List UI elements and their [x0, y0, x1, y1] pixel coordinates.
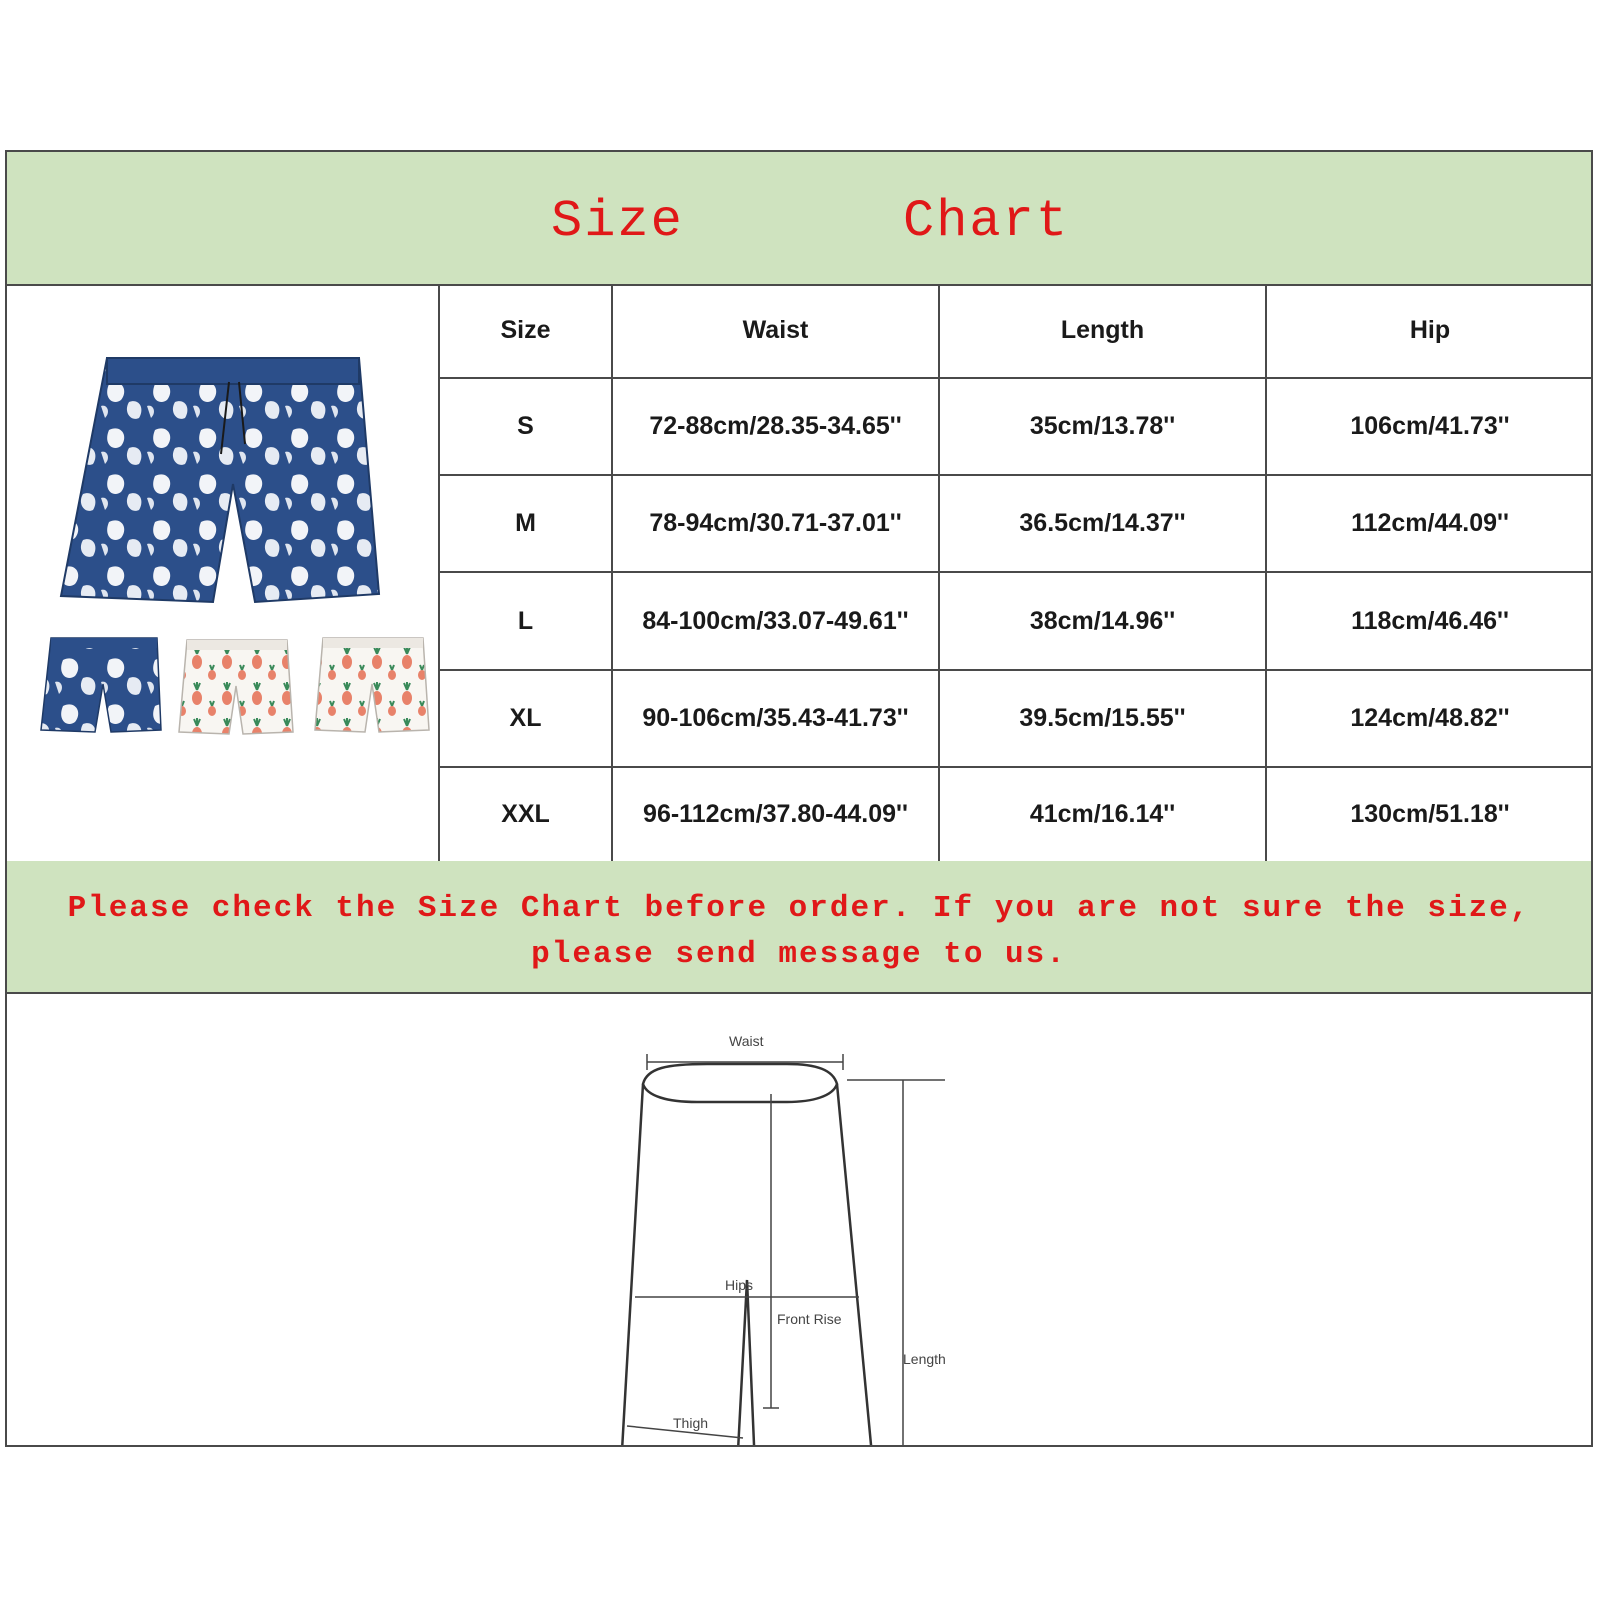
header-waist: Waist	[612, 284, 939, 378]
cell-hip: 106cm/41.73''	[1266, 378, 1593, 475]
measurement-diagram-area	[7, 992, 1591, 1445]
measurement-diagram	[7, 992, 1591, 1445]
cell-size: M	[440, 475, 612, 572]
cell-size: XL	[440, 670, 612, 767]
label-length: Length	[903, 1351, 946, 1367]
cell-length: 41cm/16.14''	[939, 767, 1266, 861]
label-thigh: Thigh	[673, 1415, 709, 1431]
thumbnail-pineapple-shorts-1	[179, 640, 293, 734]
cell-waist: 84-100cm/33.07-49.61''	[612, 572, 939, 669]
header-length: Length	[939, 284, 1266, 378]
table-row	[440, 475, 1593, 572]
shorts-outline	[619, 1064, 875, 1445]
table-header-row	[440, 284, 1593, 378]
cell-hip: 118cm/46.46''	[1266, 572, 1593, 669]
cell-length: 35cm/13.78''	[939, 378, 1266, 475]
cell-length: 36.5cm/14.37''	[939, 475, 1266, 572]
table-row	[440, 767, 1593, 861]
cell-waist: 78-94cm/30.71-37.01''	[612, 475, 939, 572]
thumbnail-pineapple-shorts-2	[315, 638, 429, 732]
product-images	[7, 284, 440, 861]
size-table	[440, 284, 1593, 861]
cell-length: 39.5cm/15.55''	[939, 670, 1266, 767]
note-band	[7, 861, 1591, 994]
note-line-1: Please check the Size Chart before order. If you are not sure the size,	[67, 891, 1531, 926]
title-word-size: Size	[551, 192, 684, 251]
product-photos	[7, 284, 438, 861]
cell-hip: 112cm/44.09''	[1266, 475, 1593, 572]
cell-size: XXL	[440, 767, 612, 861]
header-hip: Hip	[1266, 284, 1593, 378]
title-word-chart: Chart	[903, 192, 1070, 251]
cell-length: 38cm/14.96''	[939, 572, 1266, 669]
note-line-2: please send message to us.	[531, 937, 1067, 972]
cell-hip: 130cm/51.18''	[1266, 767, 1593, 861]
table-row	[440, 378, 1593, 475]
title-band	[7, 152, 1591, 286]
cell-waist: 72-88cm/28.35-34.65''	[612, 378, 939, 475]
cell-waist: 90-106cm/35.43-41.73''	[612, 670, 939, 767]
size-chart	[5, 150, 1593, 1447]
label-hips: Hips	[725, 1277, 754, 1293]
label-waist: Waist	[729, 1033, 764, 1049]
label-front-rise: Front Rise	[777, 1311, 842, 1327]
cell-size: L	[440, 572, 612, 669]
header-size: Size	[440, 284, 612, 378]
cell-hip: 124cm/48.82''	[1266, 670, 1593, 767]
cell-waist: 96-112cm/37.80-44.09''	[612, 767, 939, 861]
measure-lines	[627, 1054, 945, 1445]
cell-size: S	[440, 378, 612, 475]
thumbnail-navy-shorts	[41, 638, 161, 732]
main-shorts-photo	[61, 358, 379, 602]
table-row	[440, 670, 1593, 767]
table-row	[440, 572, 1593, 669]
table-area	[7, 284, 1591, 863]
